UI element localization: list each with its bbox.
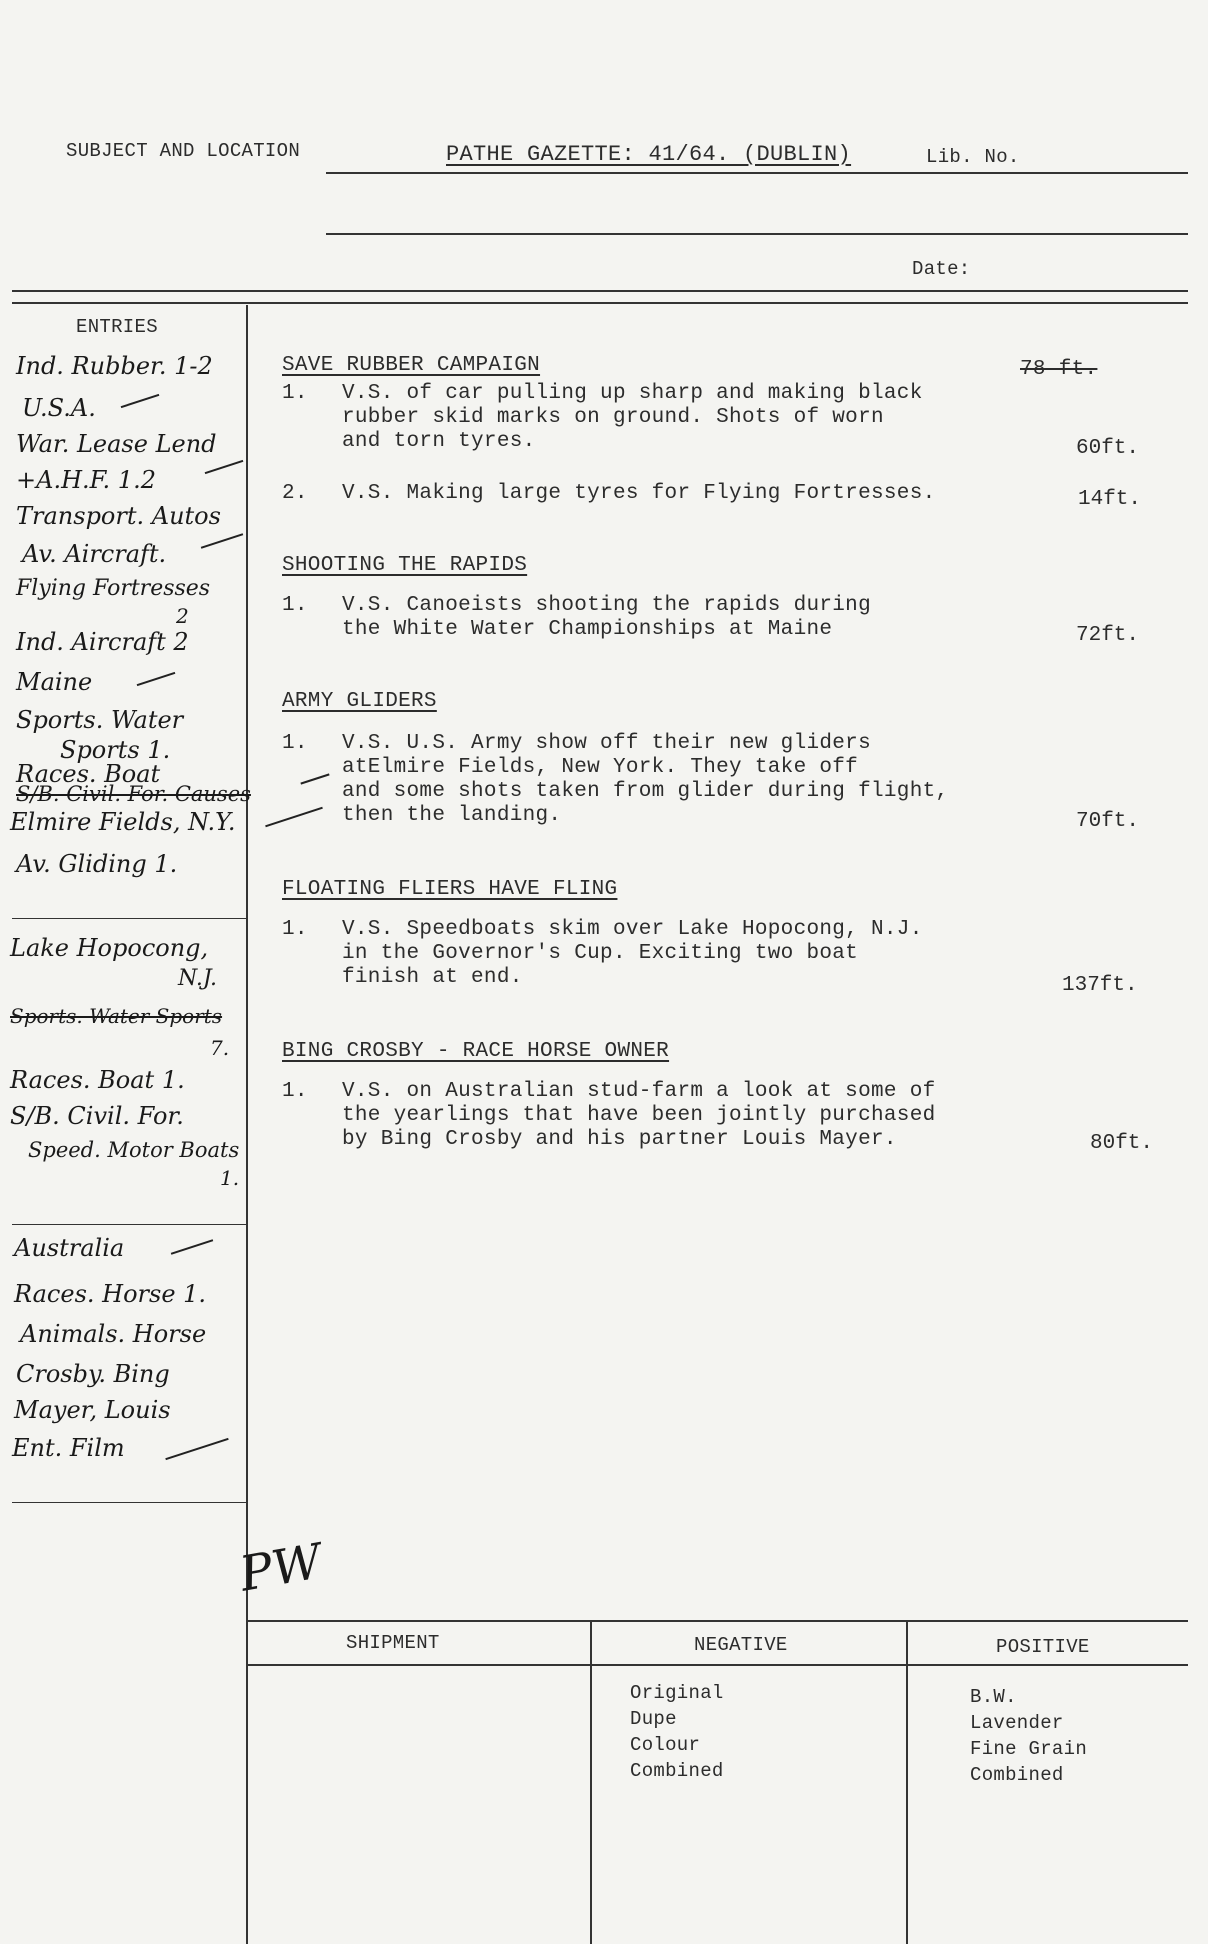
entries-rule-2 bbox=[12, 1224, 246, 1225]
positive-option-4: Combined bbox=[970, 1764, 1064, 1786]
hand-entry-15: Elmire Fields, N.Y. bbox=[10, 808, 236, 836]
subject-rule-2 bbox=[326, 233, 1188, 235]
hand-entry-14: S/B. Civil. For. Causes bbox=[16, 782, 251, 806]
shipment-label: SHIPMENT bbox=[346, 1632, 440, 1654]
story-1-item-2-num: 2. bbox=[282, 482, 308, 505]
footer-divider-2 bbox=[906, 1620, 908, 1944]
initials-signature: PW bbox=[235, 1533, 326, 1603]
story-1-item-2-line-1: V.S. Making large tyres for Flying Fortresses. bbox=[342, 482, 936, 505]
story-1-item-1-line-1: V.S. of car pulling up sharp and making black bbox=[342, 382, 923, 405]
story-1-item-1-footage: 60ft. bbox=[1076, 437, 1140, 460]
story-heading-3: ARMY GLIDERS bbox=[282, 690, 437, 713]
story-3-item-1-line-1: V.S. U.S. Army show off their new gliders bbox=[342, 732, 871, 755]
story-3-item-1-line-2: atElmire Fields, New York. They take off bbox=[342, 756, 859, 779]
story-5-item-1-line-2: the yearlings that have been jointly purchased bbox=[342, 1104, 936, 1127]
positive-label: POSITIVE bbox=[996, 1636, 1090, 1658]
hand-entry-24: 1. bbox=[220, 1166, 240, 1190]
story-1-item-2-footage: 14ft. bbox=[1078, 488, 1142, 511]
header-rule-top bbox=[12, 290, 1188, 292]
hand-entry-19: Sports. Water Sports bbox=[10, 1004, 223, 1028]
story-2-item-1-line-2: the White Water Championships at Maine bbox=[342, 618, 833, 641]
hand-entry-6: Av. Aircraft. bbox=[22, 540, 167, 568]
hand-entry-17: Lake Hopocong, bbox=[10, 934, 209, 962]
story-3-item-1-num: 1. bbox=[282, 732, 308, 755]
entries-rule-3 bbox=[12, 1502, 246, 1503]
story-4-item-1-line-2: in the Governor's Cup. Exciting two boat bbox=[342, 942, 859, 965]
footer-rule-header bbox=[248, 1664, 1188, 1666]
subject-rule-1 bbox=[326, 172, 1188, 174]
positive-option-2: Lavender bbox=[970, 1712, 1064, 1734]
hand-entry-23: Speed. Motor Boats bbox=[28, 1138, 240, 1162]
story-heading-2: SHOOTING THE RAPIDS bbox=[282, 554, 528, 577]
story-4-item-1-line-3: finish at end. bbox=[342, 966, 523, 989]
entries-divider bbox=[246, 305, 248, 1944]
hand-entry-7: Flying Fortresses bbox=[16, 576, 211, 601]
corner-footage-mark: 78 ft. bbox=[1020, 358, 1098, 381]
hand-entry-22: S/B. Civil. For. bbox=[10, 1102, 184, 1130]
hand-entry-2: U.S.A. bbox=[22, 394, 96, 422]
footer-rule-top bbox=[248, 1620, 1188, 1622]
check-mark-icon bbox=[171, 1239, 213, 1254]
positive-option-3: Fine Grain bbox=[970, 1738, 1088, 1760]
story-4-item-1-num: 1. bbox=[282, 918, 308, 941]
hand-entry-20: 7. bbox=[210, 1036, 230, 1060]
hand-entry-10: Maine bbox=[16, 668, 93, 696]
hand-entry-29: Mayer, Louis bbox=[14, 1396, 171, 1424]
story-heading-4: FLOATING FLIERS HAVE FLING bbox=[282, 878, 618, 901]
hand-entry-5: Transport. Autos bbox=[16, 502, 221, 530]
check-mark-icon bbox=[300, 773, 329, 784]
story-5-item-1-line-1: V.S. on Australian stud-farm a look at some of bbox=[342, 1080, 936, 1103]
story-3-item-1-footage: 70ft. bbox=[1076, 810, 1140, 833]
hand-entry-13: Races. Boat bbox=[16, 760, 161, 788]
story-2-item-1-line-1: V.S. Canoeists shooting the rapids during bbox=[342, 594, 871, 617]
story-2-item-1-num: 1. bbox=[282, 594, 308, 617]
hand-entry-26: Races. Horse 1. bbox=[14, 1280, 207, 1308]
hand-entry-28: Crosby. Bing bbox=[16, 1360, 170, 1388]
footer-divider-1 bbox=[590, 1620, 592, 1944]
check-mark-icon bbox=[201, 533, 243, 548]
hand-entry-16: Av. Gliding 1. bbox=[16, 850, 178, 878]
story-1-item-1-num: 1. bbox=[282, 382, 308, 405]
negative-option-2: Dupe bbox=[630, 1708, 677, 1730]
hand-entry-25: Australia bbox=[14, 1234, 125, 1262]
negative-option-1: Original bbox=[630, 1682, 724, 1704]
subject-label: SUBJECT AND LOCATION bbox=[66, 140, 301, 162]
date-label: Date: bbox=[912, 258, 971, 280]
story-5-item-1-footage: 80ft. bbox=[1090, 1132, 1154, 1155]
negative-option-3: Colour bbox=[630, 1734, 701, 1756]
check-mark-icon bbox=[205, 460, 244, 474]
hand-entry-3: War. Lease Lend bbox=[16, 430, 217, 458]
header-rule-bottom bbox=[12, 302, 1188, 304]
hand-entry-27: Animals. Horse bbox=[20, 1320, 207, 1348]
hand-entry-9: Ind. Aircraft 2 bbox=[16, 628, 189, 656]
hand-entry-1: Ind. Rubber. 1-2 bbox=[16, 352, 213, 380]
positive-option-1: B.W. bbox=[970, 1686, 1017, 1708]
entries-rule-1 bbox=[12, 918, 246, 919]
story-1-item-1-line-3: and torn tyres. bbox=[342, 430, 536, 453]
story-4-item-1-line-1: V.S. Speedboats skim over Lake Hopocong, N.J. bbox=[342, 918, 923, 941]
check-mark-icon bbox=[165, 1438, 228, 1460]
story-3-item-1-line-3: and some shots taken from glider during flight, bbox=[342, 780, 949, 803]
story-5-item-1-num: 1. bbox=[282, 1080, 308, 1103]
negative-label: NEGATIVE bbox=[694, 1634, 788, 1656]
lib-no-label: Lib. No. bbox=[926, 146, 1020, 168]
hand-entry-21: Races. Boat 1. bbox=[10, 1066, 185, 1094]
hand-entry-11: Sports. Water bbox=[16, 706, 184, 734]
story-4-item-1-footage: 137ft. bbox=[1062, 974, 1138, 997]
story-1-item-1-line-2: rubber skid marks on ground. Shots of worn bbox=[342, 406, 884, 429]
hand-entry-12: Sports 1. bbox=[60, 736, 171, 764]
check-mark-icon bbox=[121, 394, 160, 408]
negative-option-4: Combined bbox=[630, 1760, 724, 1782]
hand-entry-30: Ent. Film bbox=[12, 1434, 125, 1462]
check-mark-icon bbox=[137, 672, 176, 686]
entries-label: ENTRIES bbox=[76, 316, 158, 338]
check-mark-icon bbox=[265, 807, 323, 827]
story-5-item-1-line-3: by Bing Crosby and his partner Louis Mayer. bbox=[342, 1128, 897, 1151]
story-heading-5: BING CROSBY - RACE HORSE OWNER bbox=[282, 1040, 670, 1063]
hand-entry-4: +A.H.F. 1.2 bbox=[16, 466, 156, 494]
story-3-item-1-line-4: then the landing. bbox=[342, 804, 562, 827]
hand-entry-18: N.J. bbox=[178, 966, 217, 991]
gazette-title: PATHE GAZETTE: 41/64. (DUBLIN) bbox=[446, 142, 852, 167]
story-2-item-1-footage: 72ft. bbox=[1076, 624, 1140, 647]
story-heading-1: SAVE RUBBER CAMPAIGN bbox=[282, 354, 541, 377]
hand-entry-8: 2 bbox=[176, 604, 189, 628]
